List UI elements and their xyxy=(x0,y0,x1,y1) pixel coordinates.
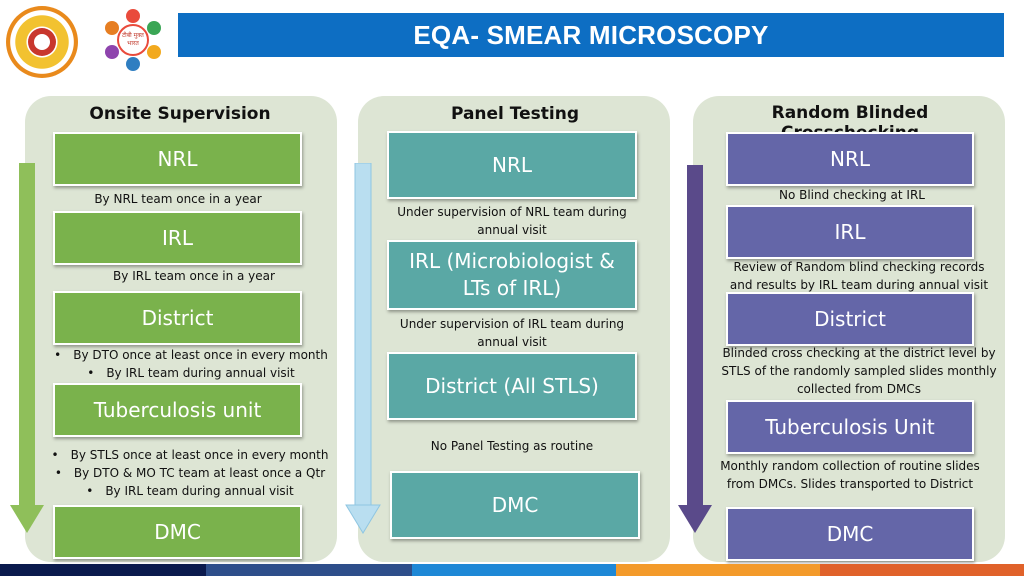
rbrc-dmc-box: DMC xyxy=(726,507,974,561)
ntep-emblem-icon xyxy=(6,6,78,78)
col-heading-onsite: Onsite Supervision xyxy=(89,104,271,124)
rbrc-note-tu: Monthly random collection of routine slides from DMCs. Slides transported to District xyxy=(720,459,980,491)
rbrc-note-district: Blinded cross checking at the district level by STLS of the randomly sampled slides monthly collected from DMCs xyxy=(721,346,997,396)
onsite-note-nrl: By NRL team once in a year xyxy=(94,192,262,206)
panel-dmc-box: DMC xyxy=(390,471,640,539)
onsite-dmc-box: DMC xyxy=(53,505,302,559)
rbrc-note-irl: Review of Random blind checking records and results by IRL team during annual visit xyxy=(729,260,989,292)
col-heading-panel-testing: Panel Testing xyxy=(450,104,580,124)
panel-district-box: District (All STLS) xyxy=(387,352,637,420)
footer-stripe-5 xyxy=(820,564,1024,576)
rbrc-note-nrl: No Blind checking at IRL xyxy=(778,188,925,202)
ntep-emblem-graphic xyxy=(6,6,78,78)
panel-note-nrl: Under supervision of NRL team during annual visit xyxy=(397,205,627,237)
rbrc-irl-box: IRL xyxy=(726,205,974,259)
footer-stripe-2 xyxy=(206,564,412,576)
footer-stripe-4 xyxy=(616,564,820,576)
onsite-note-district-item-1: • By DTO once at least once in every month xyxy=(46,346,336,364)
onsite-note-district-item-2: • By IRL team during annual visit xyxy=(46,364,336,382)
rbrc-tu-box: Tuberculosis Unit xyxy=(726,400,974,454)
onsite-note-tu-item-1: • By STLS once at least once in every month xyxy=(40,446,340,464)
page-title: EQA- SMEAR MICROSCOPY xyxy=(178,13,1004,57)
panel-irl-box: IRL (Microbiologist & LTs of IRL) xyxy=(387,240,637,310)
rbrc-district-box: District xyxy=(726,292,974,346)
onsite-irl-box: IRL xyxy=(53,211,302,265)
panel-nrl-box: NRL xyxy=(387,131,637,199)
onsite-nrl-box: NRL xyxy=(53,132,302,186)
col-heading-rbrc: Random Blinded xyxy=(771,103,929,123)
onsite-note-tu xyxy=(40,446,340,500)
onsite-district-box: District xyxy=(53,291,302,345)
tb-mukt-bharat-text: टीबी मुक्त भारत xyxy=(122,32,144,47)
panel-note-district: No Panel Testing as routine xyxy=(430,439,594,453)
tb-mukt-bharat-icon xyxy=(100,6,166,72)
onsite-note-irl: By IRL team once in a year xyxy=(113,269,275,283)
footer-stripe-1 xyxy=(0,564,206,576)
onsite-note-tu-item-2: • By DTO & MO TC team at least once a Qtr xyxy=(40,464,340,482)
panel-note-irl: Under supervision of IRL team during annual visit xyxy=(399,317,625,349)
onsite-note-district xyxy=(46,346,336,382)
blue-down-arrow xyxy=(344,163,384,535)
rbrc-nrl-box: NRL xyxy=(726,132,974,186)
footer-stripe-3 xyxy=(412,564,616,576)
onsite-tu-box: Tuberculosis unit xyxy=(53,383,302,437)
onsite-note-tu-item-3: • By IRL team during annual visit xyxy=(40,482,340,500)
